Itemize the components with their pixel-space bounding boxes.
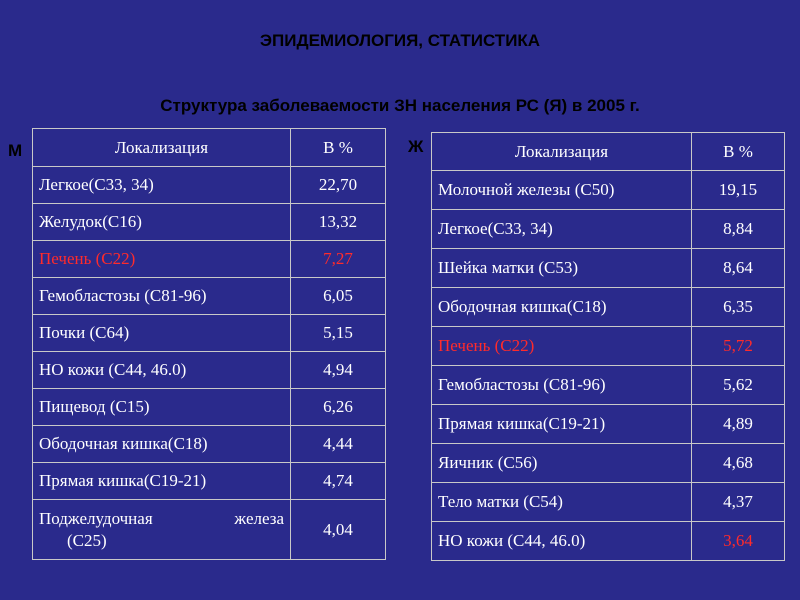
row-percent: 5,62: [692, 366, 785, 405]
row-localization: Печень (С22): [33, 241, 291, 278]
row-localization: НО кожи (С44, 46.0): [33, 352, 291, 389]
table-row: [432, 249, 785, 288]
table-row-highlighted: [432, 327, 785, 366]
table-row: [432, 483, 785, 522]
row-percent: 19,15: [692, 171, 785, 210]
slide-subtitle: Структура заболеваемости ЗН населения РС (Я) в 2005 г.: [160, 96, 640, 115]
row-localization: Тело матки (С54): [432, 483, 692, 522]
row-localization-line1: Поджелудочная железа: [39, 508, 284, 528]
table-row: [33, 426, 386, 463]
row-localization: [33, 500, 291, 560]
row-percent: 5,15: [291, 315, 386, 352]
row-localization: Молочной железы (С50): [432, 171, 692, 210]
table-row: [432, 405, 785, 444]
row-percent: 7,27: [291, 241, 386, 278]
table-row: [432, 444, 785, 483]
table-row: [33, 315, 386, 352]
table-row: [33, 500, 386, 560]
row-percent: 4,37: [692, 483, 785, 522]
row-percent: 6,26: [291, 389, 386, 426]
row-percent: 6,35: [692, 288, 785, 327]
table-row: [33, 167, 386, 204]
table-row: [432, 210, 785, 249]
row-localization: Пищевод (С15): [33, 389, 291, 426]
table-row: [432, 522, 785, 561]
row-localization-line2: (С25): [67, 530, 107, 550]
table-row: [33, 389, 386, 426]
row-localization: Яичник (С56): [432, 444, 692, 483]
row-percent: 5,72: [692, 327, 785, 366]
row-localization: Желудок(С16): [33, 204, 291, 241]
row-percent: 13,32: [291, 204, 386, 241]
header-localization: Локализация: [432, 133, 692, 171]
table-row: [33, 352, 386, 389]
male-incidence-table: [32, 128, 386, 560]
table-row: [33, 463, 386, 500]
female-incidence-table: [431, 132, 785, 561]
row-localization: Легкое(С33, 34): [33, 167, 291, 204]
row-localization: Почки (С64): [33, 315, 291, 352]
row-percent: 4,74: [291, 463, 386, 500]
row-localization: НО кожи (С44, 46.0): [432, 522, 692, 561]
row-localization: Гемобластозы (С81-96): [432, 366, 692, 405]
row-percent: 4,68: [692, 444, 785, 483]
row-percent-highlighted: 3,64: [692, 522, 785, 561]
row-localization: Ободочная кишка(С18): [33, 426, 291, 463]
row-percent: 8,64: [692, 249, 785, 288]
table-row-highlighted: [33, 241, 386, 278]
table-header-row: [33, 129, 386, 167]
table-row: [33, 278, 386, 315]
header-localization: Локализация: [33, 129, 291, 167]
row-percent: 4,44: [291, 426, 386, 463]
row-percent: 22,70: [291, 167, 386, 204]
row-localization: Гемобластозы (С81-96): [33, 278, 291, 315]
row-localization: Легкое(С33, 34): [432, 210, 692, 249]
table-header-row: [432, 133, 785, 171]
row-localization: Прямая кишка(С19-21): [432, 405, 692, 444]
row-percent: 4,89: [692, 405, 785, 444]
female-label: Ж: [408, 137, 424, 156]
table-row: [432, 288, 785, 327]
slide-title: ЭПИДЕМИОЛОГИЯ, СТАТИСТИКА: [259, 31, 541, 50]
row-localization: Печень (С22): [432, 327, 692, 366]
header-percent: В %: [291, 129, 386, 167]
row-localization: Ободочная кишка(С18): [432, 288, 692, 327]
row-localization: Прямая кишка(С19-21): [33, 463, 291, 500]
row-percent: 4,04: [291, 500, 386, 560]
header-percent: В %: [692, 133, 785, 171]
row-localization: Шейка матки (С53): [432, 249, 692, 288]
male-label: М: [8, 141, 23, 160]
table-row: [432, 171, 785, 210]
row-percent: 4,94: [291, 352, 386, 389]
row-percent: 6,05: [291, 278, 386, 315]
table-row: [33, 204, 386, 241]
row-percent: 8,84: [692, 210, 785, 249]
table-row: [432, 366, 785, 405]
